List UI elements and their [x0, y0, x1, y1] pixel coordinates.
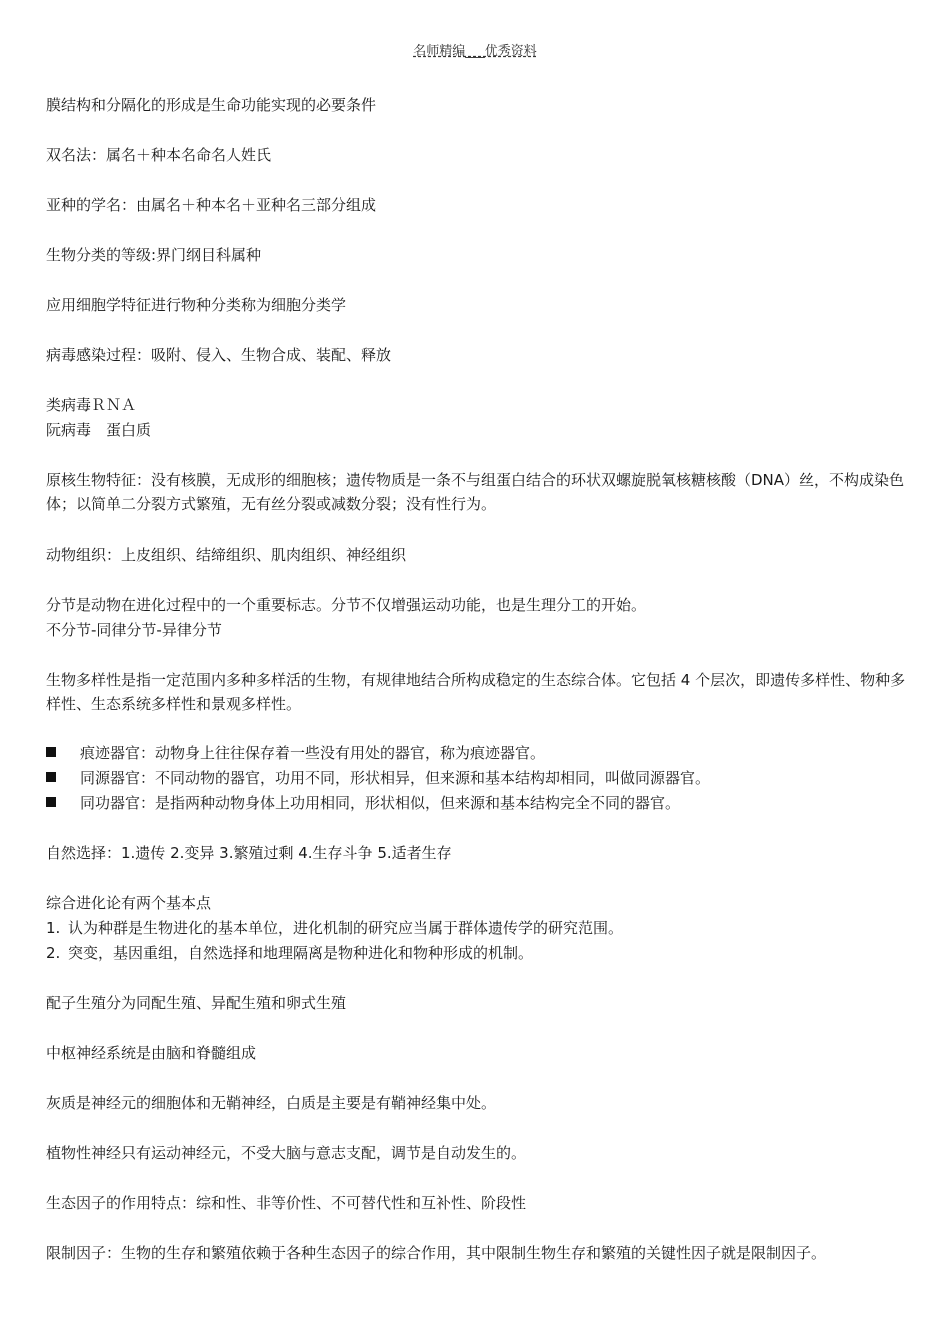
paragraph: 限制因子：生物的生存和繁殖依赖于各种生态因子的综合作用，其中限制生物生存和繁殖的关键性因子就是限制因子。 — [46, 1244, 827, 1262]
paragraph: 类病毒ＲＮＡ — [46, 396, 137, 414]
paragraph: 生物分类的等级:界门纲目科属种 — [46, 246, 262, 264]
list-item-text: 痕迹器官：动物身上往往保存着一些没有用处的器官，称为痕迹器官。 — [80, 744, 546, 762]
list-item — [46, 741, 908, 765]
item-number: 2. — [46, 944, 61, 962]
paragraph: 双名法：属名＋种本名命名人姓氏 — [46, 146, 272, 164]
paragraph: 分节是动物在进化过程中的一个重要标志。分节不仅增强运动功能，也是生理分工的开始。 — [46, 596, 647, 614]
paragraph: 阮病毒 蛋白质 — [46, 421, 152, 439]
paragraph: 原核生物特征：没有核膜，无成形的细胞核；遗传物质是一条不与组蛋白结合的环状双螺旋脱氧核糖核酸（DNA）丝，不构成染色体；以简单二分裂方式繁殖，无有丝分裂或减数分裂；没有性行为。 — [46, 471, 905, 513]
paragraph: 生物多样性是指一定范围内多种多样活的生物，有规律地结合所构成稳定的生态综合体。它包括 4 个层次，即遗传多样性、物种多样性、生态系统多样性和景观多样性。 — [46, 671, 906, 713]
paragraph: 病毒感染过程：吸附、侵入、生物合成、装配、释放 — [46, 346, 392, 364]
paragraph: 生态因子的作用特点：综和性、非等价性、不可替代性和互补性、阶段性 — [46, 1194, 527, 1212]
list-item — [46, 791, 908, 815]
item-text: 认为种群是生物进化的基本单位，进化机制的研究应当属于群体遗传学的研究范围。 — [68, 919, 624, 937]
paragraph: 综合进化论有两个基本点 — [46, 894, 212, 912]
list-item-text: 同源器官：不同动物的器官，功用不同，形状相异，但来源和基本结构却相同，叫做同源器官。 — [80, 769, 711, 787]
paragraph: 不分节-同律分节-异律分节 — [46, 621, 222, 639]
paragraph: 灰质是神经元的细胞体和无鞘神经，白质是主要是有鞘神经集中处。 — [46, 1094, 497, 1112]
paragraph: 配子生殖分为同配生殖、异配生殖和卵式生殖 — [46, 994, 347, 1012]
square-bullet-icon — [46, 797, 56, 807]
item-text: 突变，基因重组，自然选择和地理隔离是物种进化和物种形成的机制。 — [68, 944, 534, 962]
square-bullet-icon — [46, 747, 56, 757]
paragraph: 中枢神经系统是由脑和脊髓组成 — [46, 1044, 257, 1062]
numbered-item — [46, 916, 908, 940]
list-item-text: 同功器官：是指两种动物身体上功用相同，形状相似，但来源和基本结构完全不同的器官。 — [80, 794, 681, 812]
square-bullet-icon — [46, 772, 56, 782]
page-header — [0, 40, 950, 59]
item-number: 1. — [46, 919, 61, 937]
paragraph: 植物性神经只有运动神经元，不受大脑与意志支配，调节是自动发生的。 — [46, 1144, 527, 1162]
paragraph: 亚种的学名：由属名＋种本名＋亚种名三部分组成 — [46, 196, 377, 214]
paragraph: 膜结构和分隔化的形成是生命功能实现的必要条件 — [46, 96, 377, 114]
list-item — [46, 766, 908, 790]
header-text: 名师精编___优秀资料 — [413, 44, 537, 59]
paragraph: 应用细胞学特征进行物种分类称为细胞分类学 — [46, 296, 347, 314]
paragraph: 自然选择：1.遗传 2.变异 3.繁殖过剩 4.生存斗争 5.适者生存 — [46, 844, 452, 862]
paragraph: 动物组织：上皮组织、结缔组织、肌肉组织、神经组织 — [46, 546, 407, 564]
numbered-item — [46, 941, 908, 965]
